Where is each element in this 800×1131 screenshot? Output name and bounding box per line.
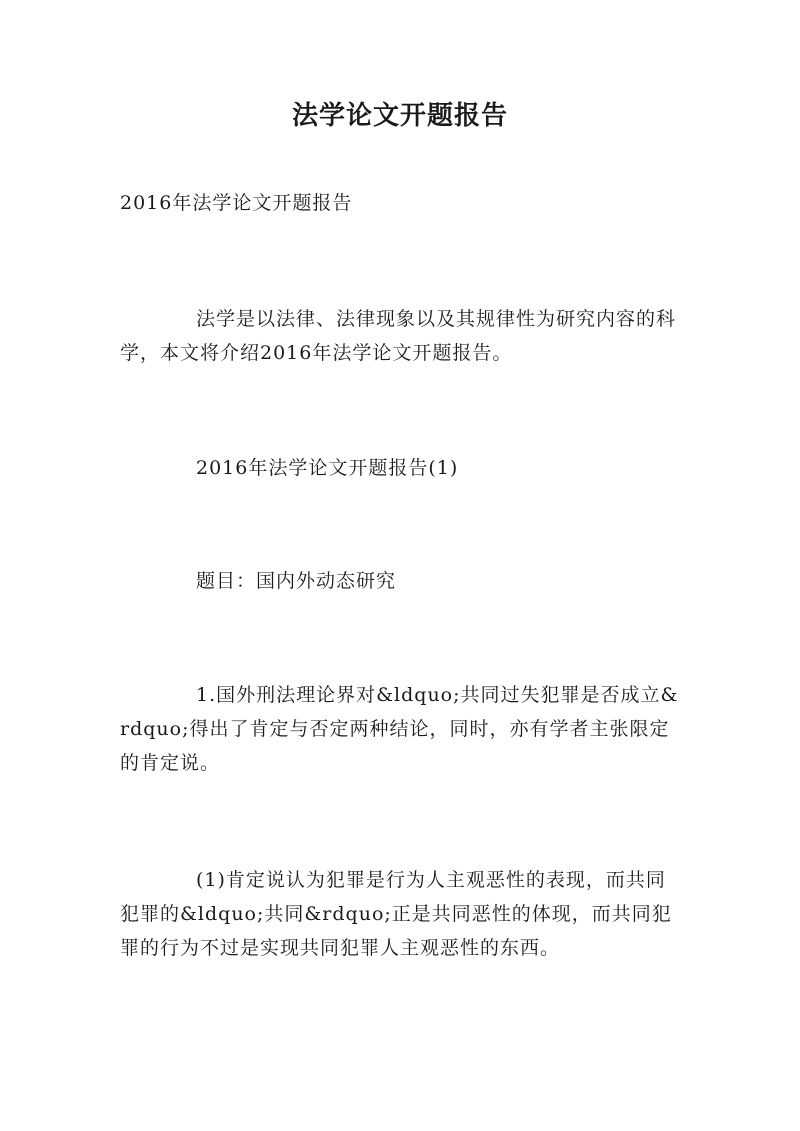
paragraph-section-heading: 2016年法学论文开题报告(1): [196, 457, 459, 479]
paragraph-topic: 题目：国内外动态研究: [196, 570, 397, 592]
paragraph-intro: 法学是以法律、法律现象以及其规律性为研究内容的科学，本文将介绍2016年法学论文开题报告。: [120, 308, 677, 364]
document-title: 法学论文开题报告: [291, 101, 508, 131]
paragraph-point-1: 1.国外刑法理论界对&ldquo;共同过失犯罪是否成立&rdquo;得出了肯定与否定两种结论，同时，亦有学者主张限定的肯定说。: [120, 684, 679, 774]
paragraph-point-1-sub-1: (1)肯定说认为犯罪是行为人主观恶性的表现，而共同犯罪的&ldquo;共同&rdquo;正是共同恶性的体现，而共同犯罪的行为不过是实现共同犯罪人主观恶性的东西。: [120, 869, 672, 959]
document-subtitle: 2016年法学论文开题报告: [120, 192, 353, 214]
